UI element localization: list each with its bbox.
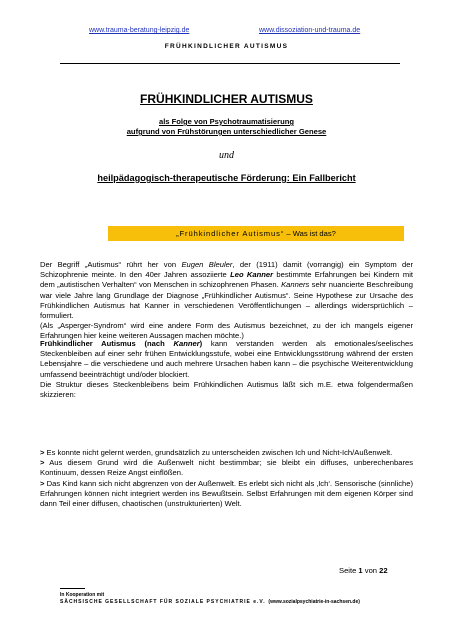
text-run: Der Begriff „Autismus“ rührt her von <box>40 260 182 269</box>
intro-block <box>40 260 413 342</box>
document-title: FRÜHKINDLICHER AUTISMUS <box>140 92 313 106</box>
page-current: 1 <box>358 566 363 575</box>
text-run: sehr nuancierte Beschreibung war viele Jahre lang Grundlage der Diagnose „Frühkindlicher Autismus“. Seine Hypothese zur Ursache des Frühkindlichen Autismus hat Kanner in verschiedenen Veröffentlichungen – allerdings widersprüchlich – formuliert. <box>40 280 414 321</box>
name-kanners: Kanners <box>281 280 310 290</box>
footer-divider <box>60 588 85 589</box>
org-url: (www.sozialpsychiatrie-in-sachsen.de) <box>268 599 360 605</box>
name-kanner: Leo Kanner <box>230 270 274 280</box>
definition-block <box>40 339 413 400</box>
text-run: kann verstanden werden als emotionales/seelisches Steckenbleiben auf einer sehr frühen Entwicklungsstufe, wobei eine Entwicklungsstörung während der ersten Lebensjahre – die verschiedene und auch mehrere Ursachen haben kann – die psychische Weiterentwicklung umfassend beeinträchtigt und/oder blockiert. <box>40 339 414 379</box>
paragraph-history <box>40 260 413 321</box>
paragraph-definition <box>40 339 413 380</box>
paragraph-structure: Die Struktur dieses Steckenbleibens beim Frühkindlichen Autismus läßt sich m.E. etwa folgendermaßen skizzieren: <box>40 379 413 400</box>
page-total: 22 <box>379 566 388 575</box>
section-banner <box>108 226 404 241</box>
header-divider <box>60 63 400 64</box>
banner-question: – Was ist das? <box>284 229 336 238</box>
title-sub-line-1: als Folge von Psychotraumatisierung <box>158 117 295 126</box>
list-item-text: Das Kind kann sich nicht abgrenzen von der Außenwelt. Es erlebt sich nicht als ‚Ich‘. Sensorische (sinnliche) Erfahrungen können nicht integriert werden ins Bewußtsein. Selbst Erfahrungen mit dem eigenen Körper sind dann Teil einer diffusen, chaotischen (unstrukturierten) Welt. <box>40 478 413 509</box>
bold-term-close: ) <box>199 339 203 348</box>
title-sub-line-2: aufgrund von Frühstörungen unterschiedlicher Genese <box>126 127 327 136</box>
cooperation-org <box>60 599 360 605</box>
list-item <box>40 479 413 510</box>
trauma-beratung-link[interactable]: www.trauma-beratung-leipzig.de <box>89 27 190 34</box>
list-item-text: Es konnte nicht gelernt werden, grundsätzlich zu unterscheiden zwischen Ich und Nicht-Ich/Außenwelt. <box>44 448 393 457</box>
paragraph-asperger: (Als „Asperger-Syndrom“ wird eine andere Form des Autismus bezeichnet, zu der ich mangels eigener Erfahrungen hier keine weiteren Aussagen machen möchte.) <box>40 321 413 341</box>
conjunction-und: und <box>219 150 234 161</box>
list-item <box>40 448 413 458</box>
org-name: SÄCHSISCHE GESELLSCHAFT FÜR SOZIALE PSYCHIATRIE e.V. <box>60 599 266 605</box>
bold-term: Frühkindlicher Autismus (nach <box>40 339 174 348</box>
name-kanner: Kanner <box>173 339 200 348</box>
banner-quoted-term: „Frühkindlicher Autismus“ <box>176 229 285 238</box>
text-run: , der (1911) damit (vorrangig) ein Symptom der Schizophrenie meinte. In den 40er Jahren assoziierte <box>40 260 413 280</box>
dissoziation-link[interactable]: www.dissoziation-und-trauma.de <box>259 27 361 34</box>
page-separator: von <box>362 566 380 575</box>
page-label: Seite <box>339 566 359 575</box>
document-subtitle: heilpädagogisch-therapeutische Förderung: Ein Fallbericht <box>97 173 356 183</box>
list-item-text: Aus diesem Grund wird die Außenwelt nicht bestimmbar; sie bleibt ein diffuses, unberechenbares Kontinuum, dessen Reize Angst einflößen. <box>40 458 413 478</box>
page-number <box>339 566 388 575</box>
running-title: FRÜHKINDLICHER AUTISMUS <box>164 43 289 50</box>
bullet-marker: > <box>40 448 45 457</box>
bullet-marker: > <box>40 478 45 488</box>
structure-list <box>40 448 413 509</box>
cooperation-label: In Kooperation mit <box>60 592 105 598</box>
text-run: bestimmte Erfahrungen bei Kindern mit dem „autistischen Verhalten“ von Menschen in schizophrenen Phasen. <box>40 270 413 290</box>
bullet-marker: > <box>40 458 45 468</box>
name-bleuler: Eugen Bleuler <box>181 260 233 269</box>
list-item <box>40 458 413 478</box>
